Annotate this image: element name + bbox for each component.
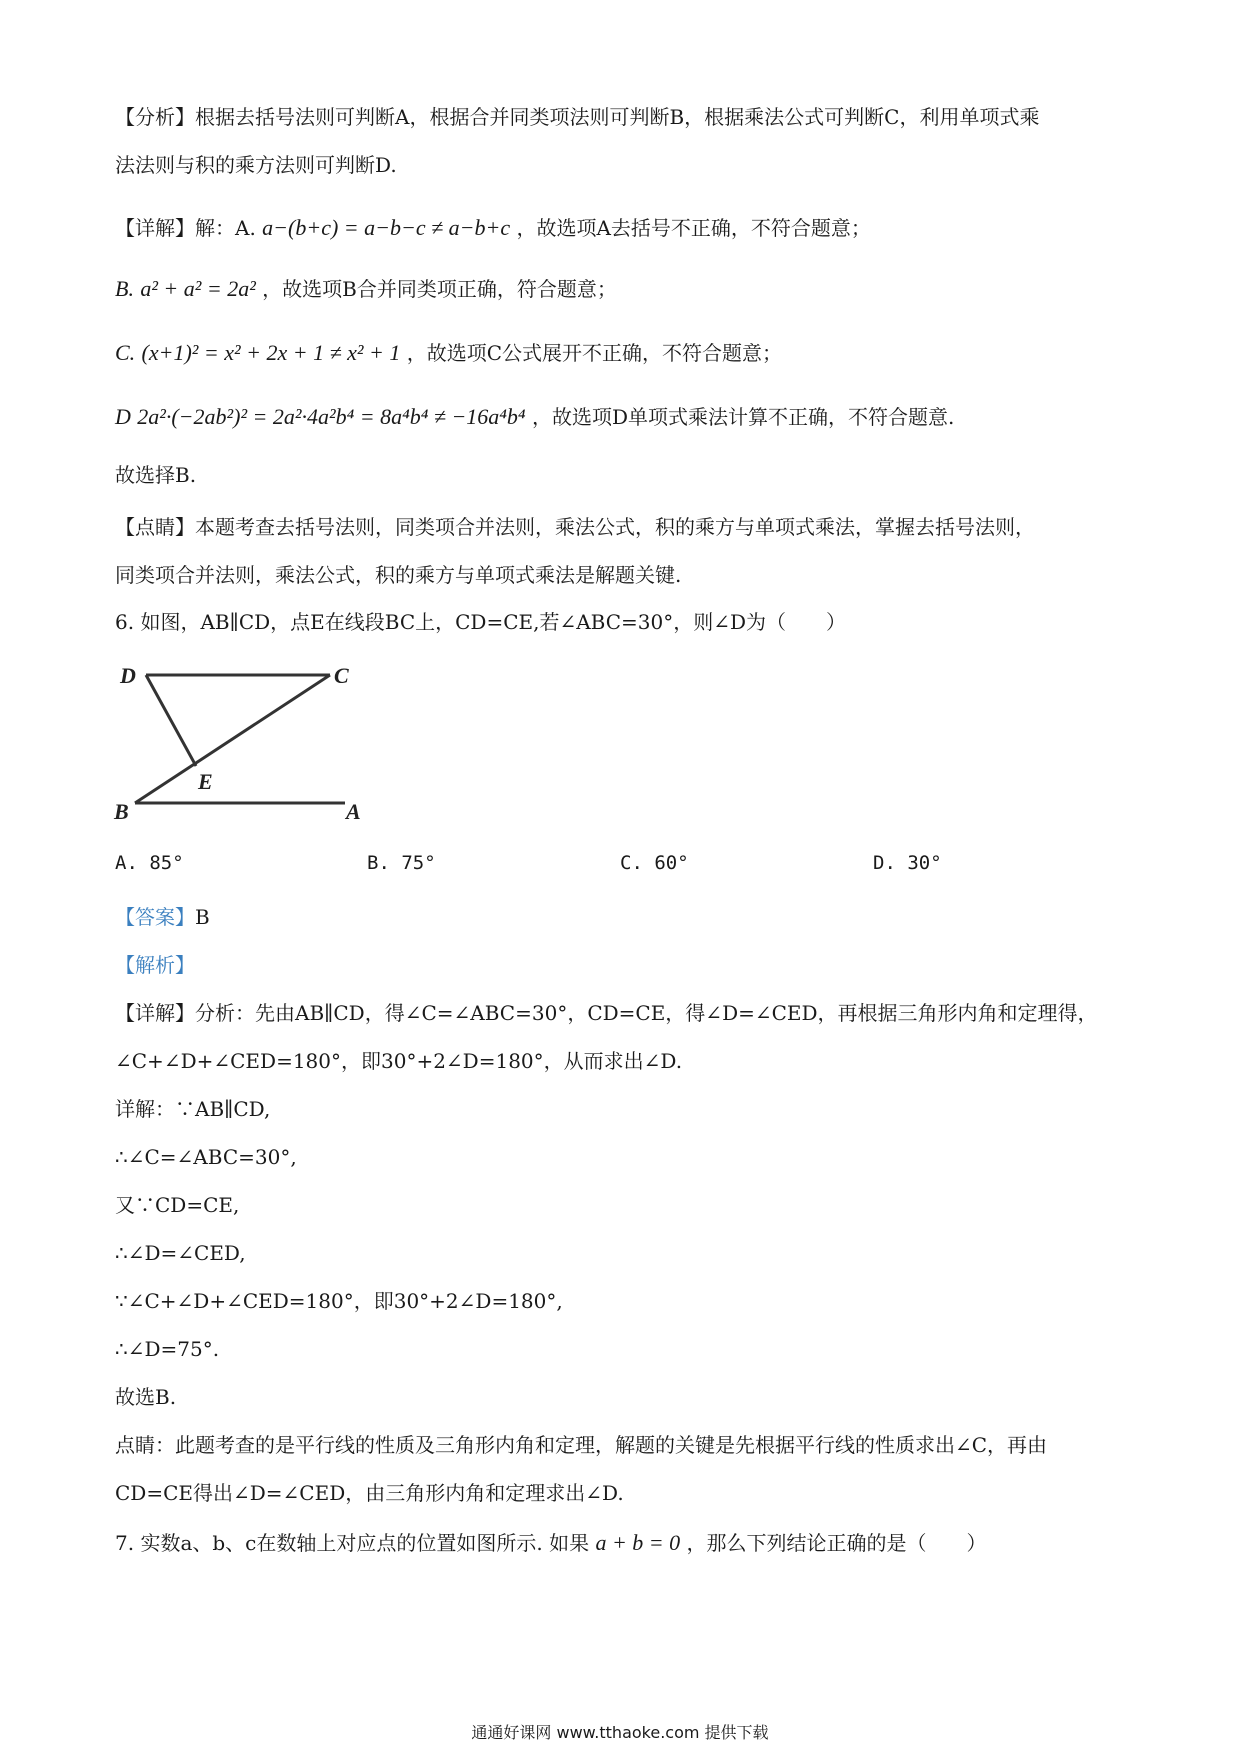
analysis-tag: 【解析】 bbox=[115, 953, 195, 977]
label-d: D bbox=[120, 663, 136, 688]
comment-line-1: 【点睛】本题考查去括号法则，同类项合并法则，乘法公式，积的乘方与单项式乘法，掌握去括号法则， bbox=[115, 515, 1035, 539]
label-a: A bbox=[346, 799, 361, 824]
step-1: 详解：∵AB∥CD, bbox=[115, 1097, 271, 1121]
detail-d bbox=[115, 402, 954, 432]
detail-d-prefix: D bbox=[115, 404, 131, 429]
answer bbox=[115, 902, 210, 932]
comment2-line-2: CD=CE得出∠D=∠CED，由三角形内角和定理求出∠D. bbox=[115, 1481, 624, 1505]
option-c-value: 60° bbox=[654, 852, 689, 874]
label-c: C bbox=[334, 663, 349, 688]
detail-b bbox=[115, 274, 617, 304]
step-6: ∴∠D=75°. bbox=[115, 1337, 220, 1361]
option-b-label: B. bbox=[367, 852, 390, 874]
comment-line-2: 同类项合并法则，乘法公式，积的乘方与单项式乘法是解题关键. bbox=[115, 563, 682, 587]
step-7: 故选B. bbox=[115, 1385, 177, 1409]
option-a-value: 85° bbox=[149, 852, 184, 874]
question-6: 6. 如图，AB∥CD，点E在线段BC上，CD=CE,若∠ABC=30°，则∠D为（ ） bbox=[115, 610, 847, 634]
option-a[interactable] bbox=[115, 852, 184, 874]
option-c-label: C. bbox=[620, 852, 643, 874]
detail-c-suffix: ，故选项C公式展开不正确，不符合题意； bbox=[406, 341, 783, 365]
choose-b: 故选择B. bbox=[115, 463, 197, 487]
option-c[interactable] bbox=[620, 852, 689, 874]
step-2: ∴∠C=∠ABC=30°, bbox=[115, 1145, 297, 1169]
detail-c-math: (x+1)² = x² + 2x + 1 ≠ x² + 1 bbox=[141, 340, 401, 365]
detail-d-suffix: ，故选项D单项式乘法计算不正确，不符合题意. bbox=[531, 405, 955, 429]
detail-b-math: a² + a² = 2a² bbox=[140, 276, 256, 301]
detail-b-prefix: B. bbox=[115, 276, 134, 301]
detail-c bbox=[115, 338, 782, 368]
detail-d-math: 2a²·(−2ab²)² = 2a²·4a²b⁴ = 8a⁴b⁴ ≠ −16a⁴b⁴ bbox=[137, 404, 526, 429]
option-d[interactable] bbox=[873, 852, 942, 874]
question-7-text-2: ，那么下列结论正确的是（ ） bbox=[686, 1531, 987, 1555]
geometry-figure bbox=[110, 655, 380, 830]
detail-a bbox=[115, 213, 871, 243]
question-7-math: a + b = 0 bbox=[595, 1530, 681, 1555]
step-5: ∵∠C+∠D+∠CED=180°，即30°+2∠D=180°, bbox=[115, 1289, 563, 1313]
option-b-value: 75° bbox=[401, 852, 436, 874]
detail-a-math: a−(b+c) = a−b−c ≠ a−b+c bbox=[262, 215, 511, 240]
detail-c-prefix: C. bbox=[115, 340, 136, 365]
question-7 bbox=[115, 1528, 987, 1558]
step-3: 又∵CD=CE, bbox=[115, 1193, 240, 1217]
analysis-line-1: 【分析】根据去括号法则可判断A，根据合并同类项法则可判断B，根据乘法公式可判断C，利用单项式乘 bbox=[115, 105, 1040, 129]
option-d-value: 30° bbox=[907, 852, 942, 874]
question-7-text-1: 7. 实数a、b、c在数轴上对应点的位置如图所示. 如果 bbox=[115, 1531, 590, 1555]
answer-value: B bbox=[195, 905, 210, 929]
analysis-line-2: 法法则与积的乘方法则可判断D. bbox=[115, 153, 397, 177]
detail-a-suffix: ，故选项A去括号不正确，不符合题意； bbox=[516, 216, 871, 240]
segment-cb bbox=[135, 675, 330, 803]
step-4: ∴∠D=∠CED, bbox=[115, 1241, 246, 1265]
detail2-line-1: 【详解】分析：先由AB∥CD，得∠C=∠ABC=30°，CD=CE，得∠D=∠CED，再根据三角形内角和定理得， bbox=[115, 1001, 1098, 1025]
option-a-label: A. bbox=[115, 852, 138, 874]
comment2-line-1: 点睛：此题考查的是平行线的性质及三角形内角和定理，解题的关键是先根据平行线的性质求出∠C，再由 bbox=[115, 1433, 1048, 1457]
page-footer: 通通好课网 www.tthaoke.com 提供下载 bbox=[471, 1723, 769, 1742]
label-b: B bbox=[114, 799, 129, 824]
option-b[interactable] bbox=[367, 852, 436, 874]
answer-tag: 【答案】 bbox=[115, 905, 195, 929]
detail-b-suffix: ，故选项B合并同类项正确，符合题意； bbox=[262, 277, 617, 301]
label-e: E bbox=[198, 769, 213, 794]
option-d-label: D. bbox=[873, 852, 896, 874]
segment-de bbox=[146, 675, 196, 766]
detail2-line-2: ∠C+∠D+∠CED=180°，即30°+2∠D=180°，从而求出∠D. bbox=[115, 1049, 683, 1073]
detail-a-prefix: 【详解】解：A. bbox=[115, 216, 256, 240]
